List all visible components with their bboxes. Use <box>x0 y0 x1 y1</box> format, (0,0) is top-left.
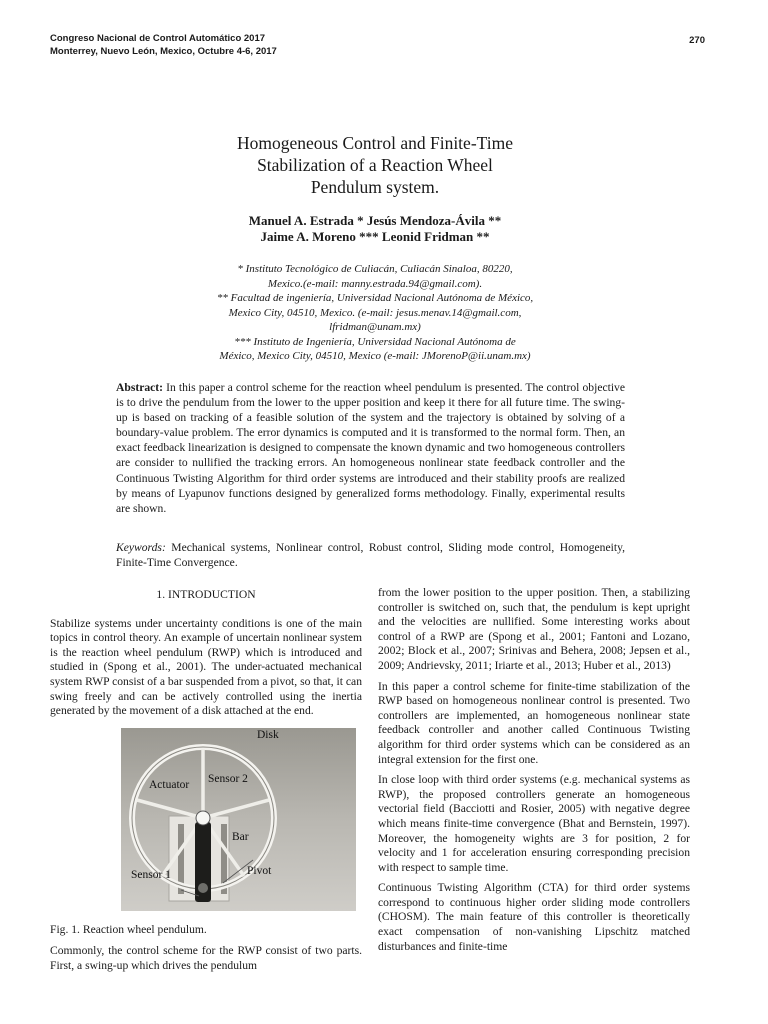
author-line: Manuel A. Estrada * Jesús Mendoza-Ávila ** <box>248 213 502 228</box>
affiliation-line: lfridman@unam.mx) <box>329 321 421 333</box>
title-line: Pendulum system. <box>310 177 440 197</box>
abstract-label: Abstract: <box>116 381 164 394</box>
figure-reaction-wheel-pendulum <box>121 728 356 911</box>
affiliation-line: * Instituto Tecnológico de Culiacán, Culiacán Sinaloa, 80220, <box>237 263 513 275</box>
paper-title <box>130 132 620 198</box>
paragraph: Commonly, the control scheme for the RWP consist of two parts. First, a swing-up which drives the pendulum <box>50 944 362 972</box>
header-conference: Congreso Nacional de Control Automático 2017 <box>50 33 266 44</box>
right-column <box>378 586 690 960</box>
actuator-hub <box>196 811 210 825</box>
paragraph: Stabilize systems under uncertainty conditions is one of the main topics in control theory. An example of uncertain nonlinear system is the reaction wheel pendulum (RWP) which is introduced and studied in (Spong et al., 2001). The under-actuated mechanical system RWP consist of a bar suspended from a pivot, so that, it can swing freely and can be actively controlled using the inertia generated by the movement of a disk attached at the end. <box>50 616 362 718</box>
figure-caption: Fig. 1. Reaction wheel pendulum. <box>50 922 207 936</box>
abstract <box>116 380 625 516</box>
author-list <box>150 213 600 245</box>
affiliation-line: México, Mexico City, 04510, Mexico (e-mail: JMorenoP@ii.unam.mx) <box>219 350 531 362</box>
author-line: Jaime A. Moreno *** Leonid Fridman ** <box>260 229 490 244</box>
title-line: Stabilization of a Reaction Wheel <box>257 155 493 175</box>
page-number: 270 <box>689 35 705 46</box>
figure-label-sensor-1: Sensor 1 <box>131 868 171 881</box>
section-heading: 1. INTRODUCTION <box>156 588 256 601</box>
affiliation-line: Mexico.(e-mail: manny.estrada.94@gmail.com). <box>267 277 483 290</box>
keywords-text: Mechanical systems, Nonlinear control, Robust control, Sliding mode control, Homogeneity, Finite-Time Convergence. <box>116 541 626 569</box>
paragraph: Continuous Twisting Algorithm (CTA) for third order systems correspond to continuous higher order sliding mode controllers (CHOSM). The main feature of this controller is theoretically exact compensation of non-vanishing Lipschitz matched disturbances and finite-time <box>378 881 690 953</box>
figure-label-pivot: Pivot <box>247 864 272 877</box>
left-column <box>50 588 362 980</box>
running-header <box>50 32 277 58</box>
affiliation-line: *** Instituto de Ingeniería, Universidad Nacional Autónoma de <box>234 335 516 348</box>
abstract-text: In this paper a control scheme for the reaction wheel pendulum is presented. The control objective is to drive the pendulum from the lower to the upper position and keep it there for all future time. The swing-up is based on tracking of a feasible solution of the system and the trajectory is obtained by solving of a boundary-value problem. The error dynamics is computed and it is transformed to the normal form. Then, an exact feedback linearization is designed to compensate the known dynamic and two homogeneous controllers are consider to nullified the tracking errors. An homogeneous nonlinear state feedback controller and the Continuous Twisting Algorithm for third order systems are introduced and their stability proofs are realized by means of Lyapunov functions designed by generalized forms methodology. Finally, experimental results are shown. <box>116 381 625 515</box>
pendulum-photo <box>121 728 356 911</box>
paragraph: from the lower position to the upper position. Then, a stabilizing controller is switched on, such that, the pendulum is kept upright and the velocities are nullified. Some interesting works about control of a RWP are (Spong et al., 2001; Fantoni and Lozano, 2002; Block et al., 2007; Srinivas and Behera, 2008; Jepsen et al., 2009; Andrievsky, 2011; Iriarte et al., 2013; Huber et al., 2013) <box>378 586 690 672</box>
pivot-joint <box>198 883 208 893</box>
keywords-label: Keywords: <box>116 541 166 554</box>
paragraph: In this paper a control scheme for finite-time stabilization of the RWP based on homogeneous nonlinear control is presented. Two controllers are implemented, an homogeneous nonlinear state feedback controller and another called Continuous Twisting algorithm for third order systems which can be considered as an integral extension for the first one. <box>378 679 690 766</box>
affiliation-line: Mexico City, 04510, Mexico. (e-mail: jesus.menav.14@gmail.com, <box>228 306 522 319</box>
header-location: Monterrey, Nuevo León, Mexico, Octubre 4-6, 2017 <box>50 46 277 57</box>
title-line: Homogeneous Control and Finite-Time <box>237 133 513 153</box>
affiliations <box>140 262 610 364</box>
keywords <box>116 541 625 570</box>
figure-label-actuator: Actuator <box>149 778 190 791</box>
figure-label-bar: Bar <box>232 830 249 843</box>
paragraph: In close loop with third order systems (e.g. mechanical systems as RWP), the proposed controllers generate an homogeneous vectorial field (Bacciotti and Rosier, 2005) with negative degree which means finite-time convergence (Bhat and Bernstein, 1997). Moreover, the homogeneity wights are 3 for position, 2 for velocity and 1 for acceleration ensuring corresponding precision with respect to sample time. <box>378 773 690 874</box>
figure-label-sensor-2: Sensor 2 <box>208 772 248 785</box>
figure-label-disk: Disk <box>257 728 279 741</box>
affiliation-line: ** Facultad de ingeniería, Universidad Nacional Autónoma de México, <box>216 292 534 304</box>
